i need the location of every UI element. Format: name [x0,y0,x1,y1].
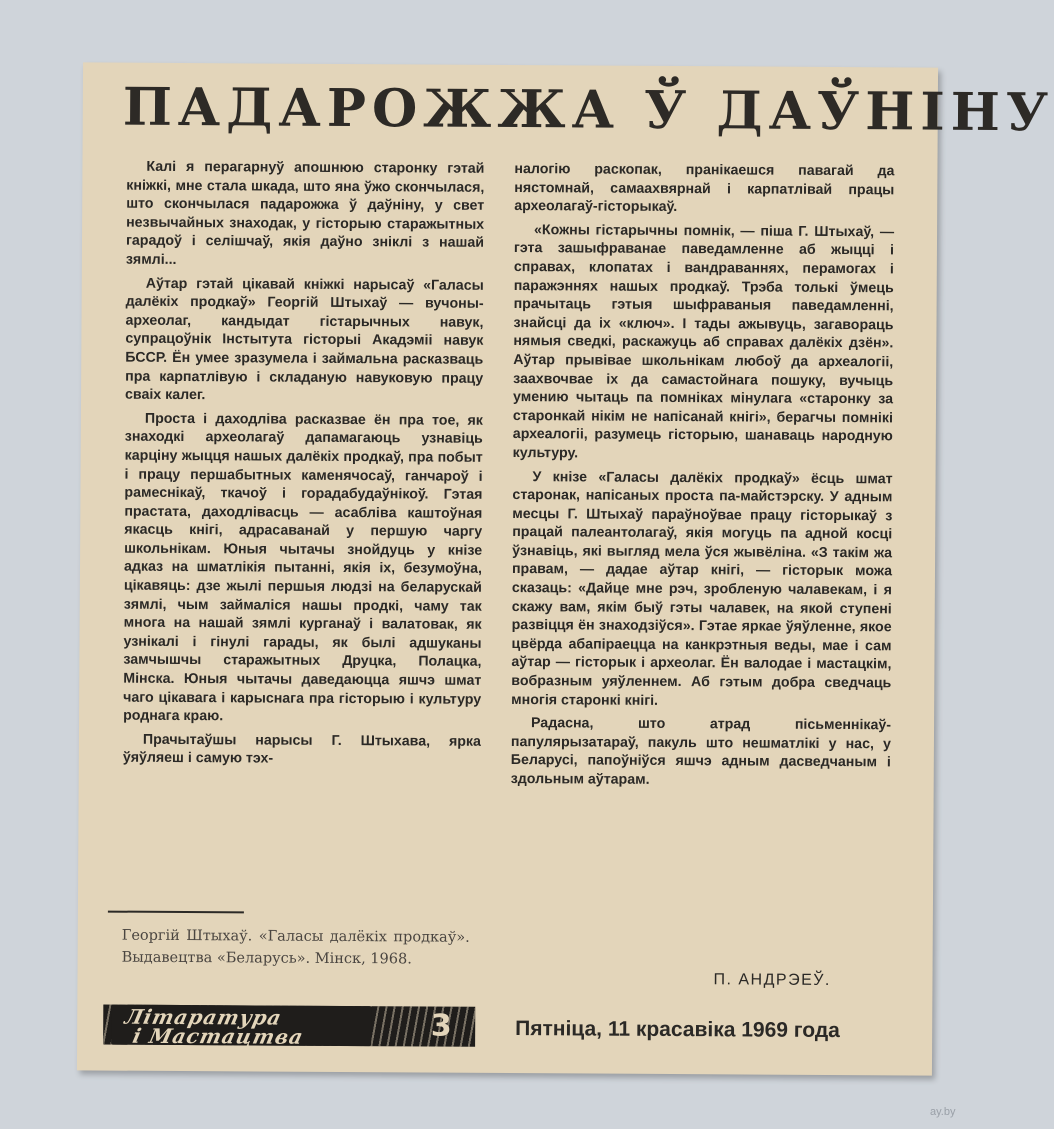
paragraph: Калі я перагарнуў апошнюю старонку гэтай кніжкі, мне стала шкада, што яна ўжо скончылася, што скончылася падарожжа ў даўніну, у свет незвычайных знаходак, у гісторыю старажытных гарадоў і селішчаў, якія даўно зніклі з нашай зямлі... [125,158,485,268]
page-number: 3 [430,1008,452,1044]
paragraph: Прачытаўшы нарысы Г. Штыхава, ярка ўяўляеш і самую тэх- [122,731,481,767]
article-headline: ПАДАРОЖЖА Ў ДАЎНІНУ [122,76,1054,144]
masthead-title-line1: Літаратура [122,1004,285,1030]
paragraph: налогію раскопак, пранікаешся павагай да нястомнай, самаахвярнай і карпатлівай працы археолагаў-гісторыкаў. [514,161,895,216]
site-watermark: ay.by [930,1106,956,1118]
masthead-title-line2: і Мастацтва [130,1023,307,1049]
article-column-left [123,158,485,775]
author-signature: П. АНДРЭЕЎ. [713,971,831,989]
paragraph: Аўтар гэтай цікавай кніжкі нарысаў «Галасы далёкіх продкаў» Георгій Штыхаў — вучоны-археолаг, кандыдат гістарычных навук, супрацоўнік Інстытута гісторыі Акадэміі навук БССР. Ён умее зразумела і займальна расказваць пра карпатлівую і складаную навуковую працу сваіх калег. [125,275,484,404]
masthead-logo [111,1005,371,1047]
book-reference-footnote: Георгій Штыхаў. «Галасы далёкіх продкаў». Выдавецтва «Беларусь». Мінск, 1968. [121,927,470,968]
newspaper-masthead [103,1005,475,1047]
issue-dateline: Пятніца, 11 красавіка 1969 года [515,1017,840,1043]
footnote-divider [108,911,244,914]
article-column-right [511,160,895,796]
newspaper-clipping [77,62,1054,1075]
paragraph: Радасна, што атрад пісьменнікаў-папулярызатараў, пакуль што нешматлікі у нас, у Беларусі, папоўніўся яшчэ адным дасведчаным і здольным аўтарам. [510,715,892,788]
paragraph: «Кожны гістарычны помнік, — піша Г. Штыхаў, — гэта зашыфраванае паведамленне аб жыцці і справах, клопатах і вандраваннях, перамогах і паражэннях нашых продкаў. Трэба толькі ўмець прачытаць гэтыя шыфраваныя паведамленні, знайсці да іх «ключ». І тады ажывуць, загавораць нямыя сведкі, раскажуць аб справах далёкіх дзён». Аўтар прывівае школьнікам любоў да археалогіі, заахвочвае іх да самастойнага пошуку, вучыць умению чытаць па помніках мінулага «старонку за старонкай нікім не напісанай кнігі», берагчы помнікі археалогіі, разумець гісторыю, шанаваць народную культуру. [512,221,895,462]
paragraph: У кнізе «Галасы далёкіх продкаў» ёсць шмат старонак, напісаных проста па-майстэрску. У адным месцы Г. Штыхаў параўноўвае працу гісторыкаў з працай палеантолагаў, якія могуць па адной косці ўзнавіць, які выгляд мела ўся жывёліна. «З такім жа правам, — дадае аўтар кнігі, — гісторык можа сказаць: «Дайце мне рэч, зробленую чалавекам, і я скажу вам, якім быў гэты чалавек, на якой ступені развіцця ён знаходзіўся». Гэтае яркае ўяўленне, якое цвёрда абапіраецца на канкрэтныя веды, мае і сам аўтар — гісторык і археолаг. Ён валодае і мастацкім, вобразным уяўленнем. Аб гэтым добра сведчаць многія старонкі кнігі. [511,468,893,709]
paragraph: Проста і даходліва расказвае ён пра тое, як знаходкі археолагаў дапамагаюць узнавіць карціну жыцця нашых далёкіх продкаў, пра побыт і працу першабытных каменячосаў, ганчароў і рамеснікаў, ткачоў і горадабудаўнікоў. Гэтая прастата, даходлівасць — асаблівa каштоўная якасць кнігі, адрасаванай у першую чаргу школьнікам. Юныя чытачы знойдуць у кнізе адказ на шматлікія пытанні, якія іх, безумоўна, цікавяць: дзе жылі першыя людзі на беларускай зямлі, чым займаліся нашы продкі, чаму так многа на нашай зямлі курганаў і валатовак, як узнікалі і гінулі гарады, як былі адшуканы замчышчы старажытных Друцка, Полацка, Мінска. Юныя чытачы даведаюцца яшчэ шмат чаго цікавага і карыснага пра гісторыю і культуру роднага краю. [123,410,483,725]
